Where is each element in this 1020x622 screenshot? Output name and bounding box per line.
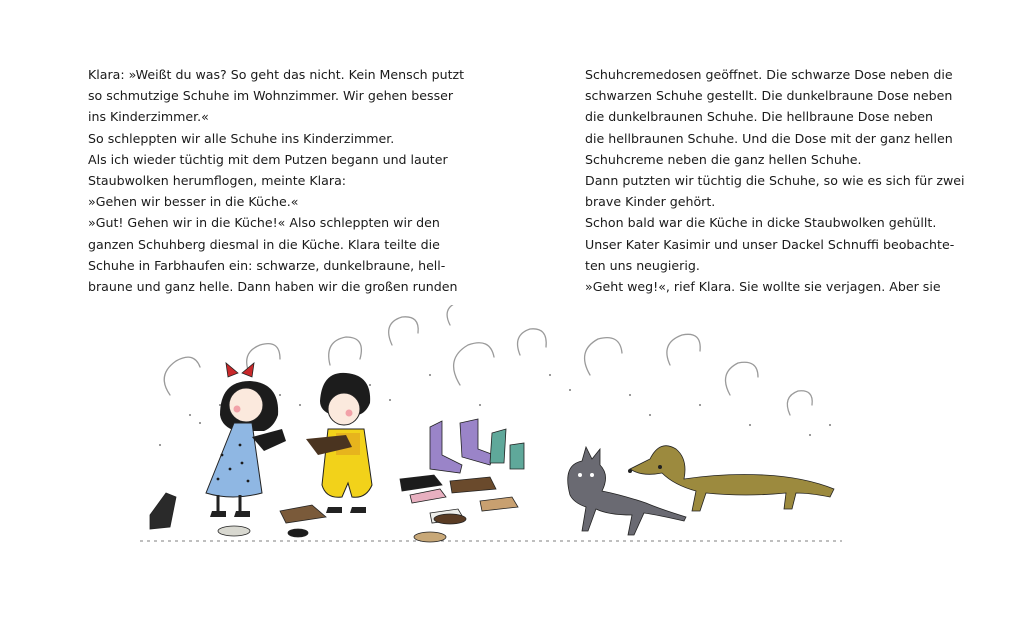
text-line: ins Kinderzimmer.« [88,109,209,125]
text-line: Schon bald war die Küche in dicke Staubwolken gehüllt. [585,215,937,231]
text-line: »Geht weg!«, rief Klara. Sie wollte sie verjagen. Aber sie [585,279,941,295]
text-column-left [88,64,488,297]
text-line: schwarzen Schuhe gestellt. Die dunkelbraune Dose neben [585,88,953,104]
black-boot-held [252,429,286,451]
shoe-cream-tin [288,529,308,537]
kitchen-shoe-cleaning-illustration [130,305,850,555]
girl-klara [206,363,286,517]
text-column-right [585,64,965,297]
text-line: braune und ganz helle. Dann haben wir die großen runden [88,279,458,295]
text-line: Dann putzten wir tüchtig die Schuhe, so wie es sich für zwei [585,173,965,189]
text-line: so schmutzige Schuhe im Wohnzimmer. Wir gehen besser [88,88,454,104]
text-line: Klara: »Weißt du was? So geht das nicht. Kein Mensch putzt [88,67,465,82]
text-line: Schuhe in Farbhaufen ein: schwarze, dunkelbraune, hell- [88,257,446,273]
text-line: brave Kinder gehört. [585,194,716,210]
tan-shoe [480,497,518,511]
text-line: die hellbraunen Schuhe. Und die Dose mit der ganz hellen [585,130,953,146]
purple-boot [460,419,494,465]
shoe-cream-tin [434,514,466,524]
text-line: Staubwolken herumflogen, meinte Klara: [88,173,347,189]
text-line: ganzen Schuhberg diesmal in die Küche. Klara teilte die [88,236,440,252]
text-line: ten uns neugierig. [585,257,700,273]
teal-boot [490,429,506,463]
text-line: Als ich wieder tüchtig mit dem Putzen begann und lauter [88,151,448,167]
brown-shoe [280,505,326,523]
teal-boot [510,443,524,469]
brown-shoe [450,477,496,493]
black-shoe [400,475,442,491]
text-line: »Gehen wir besser in die Küche.« [88,194,299,210]
shoe-cream-tin [218,526,250,536]
black-shoe [150,493,176,529]
text-line: So schleppten wir alle Schuhe ins Kinderzimmer. [88,130,395,146]
text-line: Schuhcremedosen geöffnet. Die schwarze Dose neben die [585,67,953,82]
pink-shoe [410,489,446,503]
purple-boot [430,421,462,473]
blue-dress [206,423,262,497]
shoe-cream-tins [218,514,466,542]
boy-narrator [306,373,372,513]
text-line: Schuhcreme neben die ganz hellen Schuhe. [585,151,862,167]
text-line: »Gut! Gehen wir in die Küche!« Also schleppten wir den [88,215,440,231]
hair-bow [226,363,254,377]
shoe-cream-tin [414,532,446,542]
dog-schnuffi [628,446,834,511]
text-line: die dunkelbraunen Schuhe. Die hellbraune Dose neben [585,109,933,125]
text-line: Unser Kater Kasimir und unser Dackel Schnuffi beobachte- [585,236,955,252]
